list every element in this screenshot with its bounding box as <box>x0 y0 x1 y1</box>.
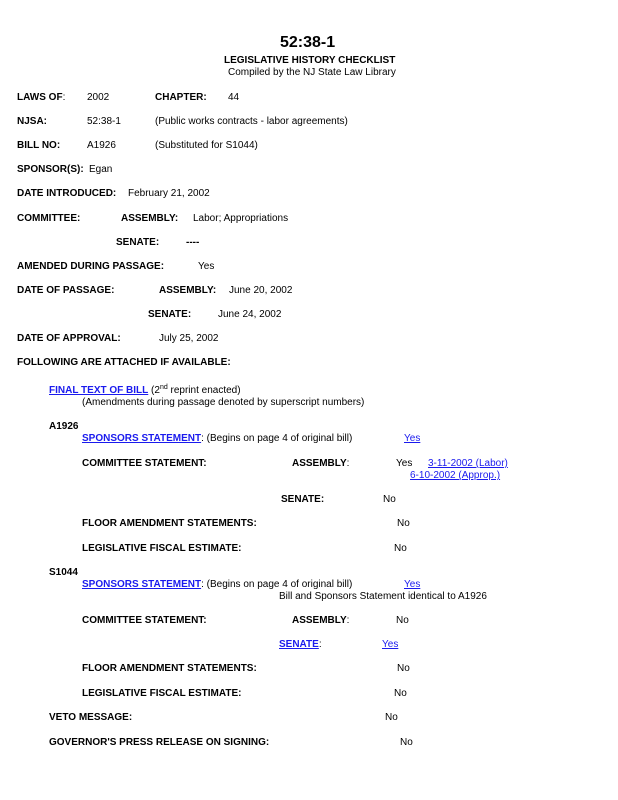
s1044-senate-line <box>279 639 322 651</box>
passage-assembly-label: ASSEMBLY: <box>159 285 217 296</box>
final-text-line <box>49 385 241 397</box>
s1044-identical-note: Bill and Sponsors Statement identical to A1926 <box>279 591 487 602</box>
s1044-senate-colon: : <box>318 639 322 650</box>
press-release-value: No <box>400 737 413 748</box>
s1044-floor-label: FLOOR AMENDMENT STATEMENTS: <box>82 663 257 674</box>
a1926-floor-label: FLOOR AMENDMENT STATEMENTS: <box>82 518 257 529</box>
committee-senate-label: SENATE: <box>116 237 160 248</box>
page-title: 52:38-1 <box>280 34 336 51</box>
a1926-floor-value: No <box>397 518 410 529</box>
a1926-sponsors-line <box>82 433 352 445</box>
a1926-sponsors-note: : (Begins on page 4 of original bill) <box>201 433 353 444</box>
s1044-assembly-colon: : <box>346 615 350 626</box>
a1926-senate-value: No <box>383 494 396 505</box>
final-text-open: (2 <box>148 385 160 396</box>
date-introduced-label: DATE INTRODUCED: <box>17 188 117 199</box>
a1926-sponsors-yes-link[interactable]: Yes <box>404 433 421 444</box>
s1044-sponsors-line <box>82 579 352 591</box>
final-text-rest: reprint enacted) <box>167 385 241 396</box>
checklist-subtitle: LEGISLATIVE HISTORY CHECKLIST <box>224 55 396 66</box>
chapter-value: 44 <box>228 92 240 103</box>
s1044-heading: S1044 <box>49 567 78 578</box>
s1044-senate-link[interactable]: SENATE <box>279 639 319 650</box>
a1926-senate-label: SENATE: <box>281 494 325 505</box>
laws-of-value: 2002 <box>87 92 110 103</box>
a1926-fiscal-value: No <box>394 543 407 554</box>
amended-value: Yes <box>198 261 215 272</box>
bill-no-value: A1926 <box>87 140 116 151</box>
committee-assembly-value: Labor; Appropriations <box>193 213 289 224</box>
a1926-committee-label: COMMITTEE STATEMENT: <box>82 458 207 469</box>
committee-label: COMMITTEE: <box>17 213 81 224</box>
a1926-fiscal-label: LEGISLATIVE FISCAL ESTIMATE: <box>82 543 242 554</box>
attached-heading: FOLLOWING ARE ATTACHED IF AVAILABLE: <box>17 357 231 368</box>
s1044-fiscal-label: LEGISLATIVE FISCAL ESTIMATE: <box>82 688 242 699</box>
date-approval-label: DATE OF APPROVAL: <box>17 333 121 344</box>
a1926-assembly-colon: : <box>346 458 350 469</box>
date-approval-value: July 25, 2002 <box>159 333 219 344</box>
passage-assembly-value: June 20, 2002 <box>229 285 293 296</box>
final-text-sup: nd <box>159 384 168 391</box>
s1044-senate-yes-link[interactable]: Yes <box>382 639 399 650</box>
njsa-label: NJSA: <box>17 116 48 127</box>
s1044-fiscal-value: No <box>394 688 407 699</box>
a1926-approp-statement-link[interactable]: 6-10-2002 (Approp.) <box>410 470 501 481</box>
s1044-committee-label: COMMITTEE STATEMENT: <box>82 615 207 626</box>
sponsors-label: SPONSOR(S): <box>17 164 84 175</box>
a1926-labor-statement-link[interactable]: 3-11-2002 (Labor) <box>428 458 508 469</box>
chapter-label: CHAPTER: <box>155 92 207 103</box>
press-release-label: GOVERNOR'S PRESS RELEASE ON SIGNING: <box>49 737 270 748</box>
passage-senate-label: SENATE: <box>148 309 192 320</box>
s1044-sponsors-note: : (Begins on page 4 of original bill) <box>201 579 353 590</box>
final-text-link[interactable]: FINAL TEXT OF BILL <box>49 385 149 396</box>
njsa-description: (Public works contracts - labor agreements) <box>155 116 348 127</box>
laws-of-label <box>17 92 65 104</box>
s1044-sponsors-yes-link[interactable]: Yes <box>404 579 421 590</box>
a1926-assembly-label <box>292 458 349 470</box>
s1044-sponsors-link[interactable]: SPONSORS STATEMENT <box>82 579 202 590</box>
s1044-assembly-label-text: ASSEMBLY <box>292 615 347 626</box>
bill-no-label: BILL NO: <box>17 140 61 151</box>
compiled-by: Compiled by the NJ State Law Library <box>228 67 396 78</box>
laws-of-colon: : <box>62 92 66 103</box>
sponsors-value: Egan <box>89 164 113 175</box>
s1044-assembly-value: No <box>396 615 409 626</box>
date-introduced-value: February 21, 2002 <box>128 188 210 199</box>
committee-senate-value: ---- <box>186 237 200 248</box>
s1044-assembly-label <box>292 615 349 627</box>
amended-label: AMENDED DURING PASSAGE: <box>17 261 165 272</box>
njsa-value: 52:38-1 <box>87 116 121 127</box>
a1926-sponsors-link[interactable]: SPONSORS STATEMENT <box>82 433 202 444</box>
a1926-assembly-label-text: ASSEMBLY <box>292 458 347 469</box>
passage-senate-value: June 24, 2002 <box>218 309 282 320</box>
veto-value: No <box>385 712 398 723</box>
date-passage-label: DATE OF PASSAGE: <box>17 285 115 296</box>
bill-no-note: (Substituted for S1044) <box>155 140 258 151</box>
s1044-floor-value: No <box>397 663 410 674</box>
a1926-heading: A1926 <box>49 421 79 432</box>
committee-assembly-label: ASSEMBLY: <box>121 213 179 224</box>
veto-label: VETO MESSAGE: <box>49 712 133 723</box>
laws-of-label-text: LAWS OF <box>17 92 63 103</box>
final-text-note: (Amendments during passage denoted by superscript numbers) <box>82 397 365 408</box>
a1926-assembly-value: Yes <box>396 458 413 469</box>
